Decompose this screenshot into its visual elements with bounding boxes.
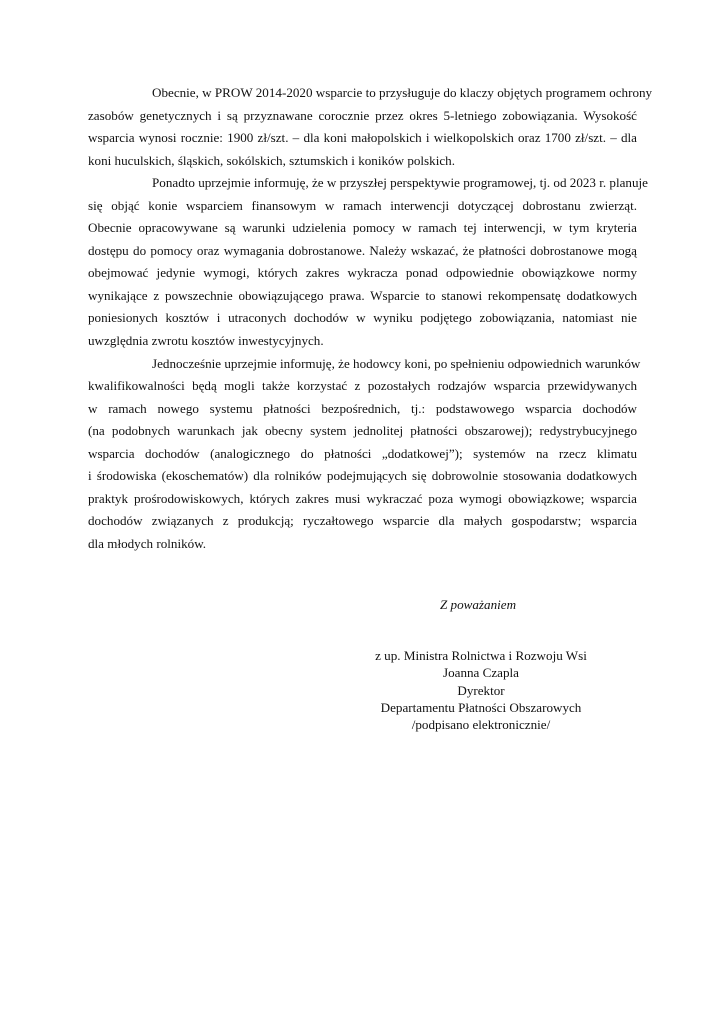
paragraph-line: Obecnie opracowywane są warunki udzielenia pomocy w ramach tej interwencji, w tym kryteria bbox=[88, 220, 637, 236]
paragraph-line: dochodów związanych z produkcją; ryczałtowego wsparcie dla małych gospodarstw; wsparcia bbox=[88, 513, 637, 529]
signature-name: Joanna Czapla bbox=[443, 665, 519, 681]
paragraph-1 bbox=[88, 82, 653, 172]
signature-note: /podpisano elektronicznie/ bbox=[411, 717, 551, 733]
paragraph-line: Jednocześnie uprzejmie informuję, że hodowcy koni, po spełnieniu odpowiednich warunków bbox=[152, 355, 641, 371]
paragraph-line: wsparcia dochodów (analogicznego do płatności „dodatkowej”); systemów na rzecz klimatu bbox=[88, 445, 637, 461]
paragraph-line: uwzględnia zwrotu kosztów inwestycyjnych. bbox=[88, 333, 324, 349]
paragraph-line: poniesionych kosztów i utraconych dochodów w wyniku podjętego zobowiązania, natomiast nie bbox=[88, 310, 637, 326]
letter-body bbox=[88, 82, 653, 555]
paragraph-line: dla młodych rolników. bbox=[88, 535, 207, 551]
paragraph-line: koni huculskich, śląskich, sokólskich, sztumskich i koników polskich. bbox=[88, 152, 455, 168]
paragraph-line: się objąć konie wsparciem finansowym w ramach interwencji dotyczącej dobrostanu zwierząt. bbox=[88, 197, 637, 213]
paragraph-line: kwalifikowalności będą mogli także korzystać z pozostałych rodzajów wsparcia przewidywanych bbox=[88, 378, 637, 394]
paragraph-3 bbox=[88, 353, 641, 556]
paragraph-line: Ponadto uprzejmie informuję, że w przyszłej perspektywie programowej, tj. od 2023 r. planuje bbox=[152, 175, 648, 191]
signature-block bbox=[356, 647, 606, 733]
signature-department: Departamentu Płatności Obszarowych bbox=[380, 699, 582, 715]
paragraph-line: i środowiska (ekoschematów) dla rolników podejmujących się dobrowolnie stosowania dodatkowych bbox=[88, 468, 637, 484]
paragraph-line: (na podobnych warunkach jak obecny system jednolitej płatności obszarowej); redystrybucyjnego bbox=[88, 423, 637, 439]
paragraph-line: obejmować jedynie wymogi, których zakres wykracza ponad odpowiednie obowiązkowe normy bbox=[88, 265, 637, 281]
closing-greeting: Z poważaniem bbox=[440, 597, 517, 612]
paragraph-line: wynikające z powszechnie obowiązującego prawa. Wsparcie to stanowi rekompensatę dodatkowych bbox=[88, 287, 637, 303]
signature-authority: z up. Ministra Rolnictwa i Rozwoju Wsi bbox=[375, 648, 587, 663]
signature-position: Dyrektor bbox=[457, 682, 505, 698]
paragraph-line: wsparcia wynosi rocznie: 1900 zł/szt. – dla koni małopolskich i wielkopolskich oraz 1700 zł/szt. – dla bbox=[88, 130, 637, 146]
paragraph-line: w ramach nowego systemu płatności bezpośrednich, tj.: podstawowego wsparcia dochodów bbox=[88, 400, 637, 416]
paragraph-line: zasobów genetycznych i są przyznawane corocznie przez okres 5-letniego zobowiązania. Wysokość bbox=[88, 107, 637, 123]
paragraph-line: dostępu do pomocy oraz wymagania dobrostanowe. Należy wskazać, że płatności dobrostanowe mogą bbox=[88, 242, 637, 258]
paragraph-2 bbox=[88, 172, 648, 352]
paragraph-line: Obecnie, w PROW 2014-2020 wsparcie to przysługuje do klaczy objętych programem ochrony bbox=[152, 85, 653, 100]
paragraph-line: praktyk prośrodowiskowych, których zakres musi wykraczać poza wymogi obowiązkowe; wsparcia bbox=[88, 490, 637, 506]
